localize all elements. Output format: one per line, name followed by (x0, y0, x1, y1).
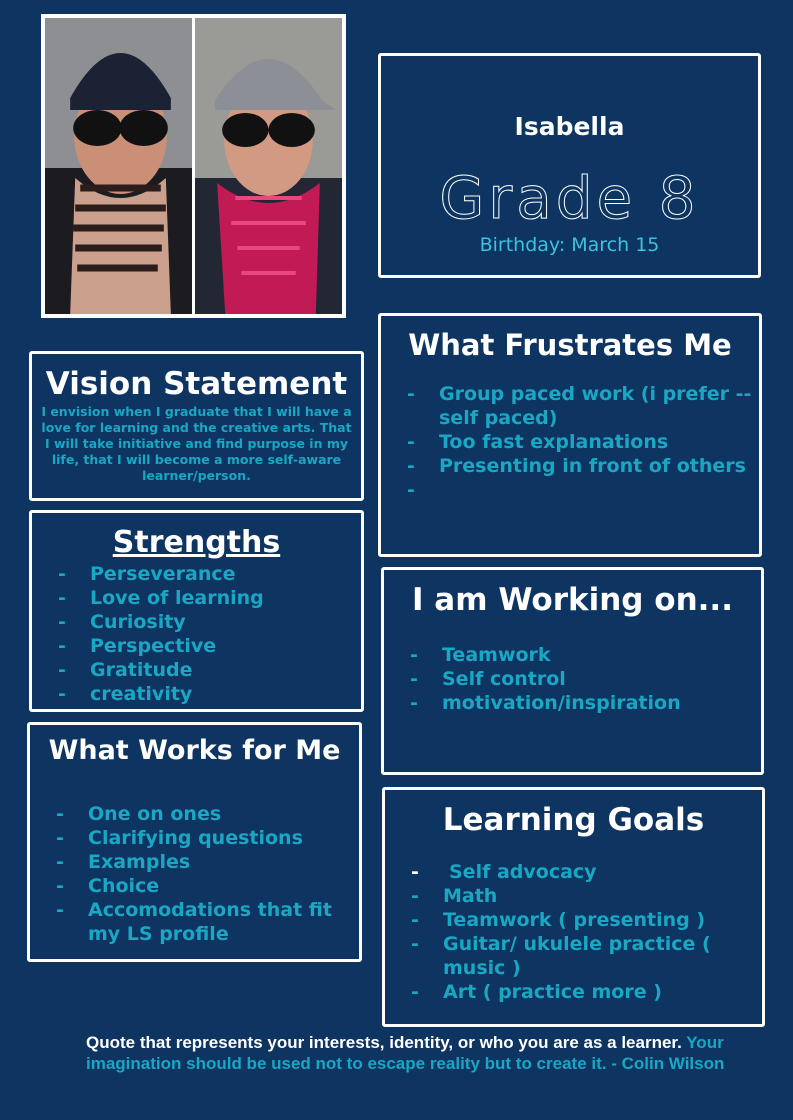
list-item: - Examples (56, 851, 191, 873)
quote-text: Your imagination should be used not to escape reality but to create it. - Colin Wilson (86, 1033, 725, 1073)
photo-left-portrait (45, 18, 192, 314)
grade-label: Grade 8 (439, 164, 700, 232)
vision-statement-card (29, 351, 364, 501)
list-item: - creativity (58, 683, 193, 705)
list-item: - One on ones (56, 803, 222, 825)
list-item: - Art ( practice more ) (411, 981, 662, 1003)
list-item: - Presenting in front of others (407, 455, 746, 477)
quote-block (86, 1032, 726, 1074)
list-item: - Love of learning (58, 587, 264, 609)
list-item: - Teamwork (410, 644, 551, 666)
profile-header-card (378, 53, 761, 278)
strengths-card (29, 510, 364, 712)
birthday-label: Birthday: March 15 (479, 234, 660, 256)
list-item: - Self advocacy (411, 861, 597, 883)
student-name: Isabella (514, 112, 625, 141)
list-item: - Curiosity (58, 611, 186, 633)
list-item: - Gratitude (58, 659, 193, 681)
vision-text: I envision when I graduate that I will have a love for learning and the creative arts. That I will take initiative and find purpose in my life, that I will become a more self-aware learner/person. (41, 404, 352, 483)
working-on-heading: I am Working on... (411, 582, 733, 618)
learning-goals-heading: Learning Goals (442, 802, 705, 838)
strengths-heading: Strengths (112, 525, 281, 560)
list-item: - Self control (410, 668, 566, 690)
working-on-card (381, 567, 764, 775)
strengths-list (32, 562, 361, 706)
list-item: - Too fast explanations (407, 431, 669, 453)
list-item: - Clarifying questions (56, 827, 303, 849)
list-item: - Guitar/ ukulele practice ( music ) (411, 933, 711, 979)
photo-right-portrait (195, 18, 342, 314)
list-item: - Perspective (58, 635, 217, 657)
quote-prompt: Quote that represents your interests, identity, or who you are as a learner. (86, 1033, 682, 1052)
list-item: - Teamwork ( presenting ) (411, 909, 706, 931)
list-item: - Choice (56, 875, 160, 897)
what-works-card (27, 722, 362, 962)
what-frustrates-heading: What Frustrates Me (408, 328, 732, 362)
list-item: - Perseverance (58, 563, 236, 585)
what-frustrates-card (378, 313, 762, 557)
list-item: - motivation/inspiration (410, 692, 681, 714)
student-photo (41, 14, 346, 318)
learning-goals-list (385, 860, 762, 1004)
what-frustrates-list: - Group paced work (i prefer -- self paced) - Too fast explanations - Presenting in front of others - (381, 382, 759, 478)
vision-heading: Vision Statement (45, 366, 348, 402)
list-item: - Math (411, 885, 498, 907)
what-works-heading: What Works for Me (48, 735, 341, 766)
learning-goals-card (382, 787, 765, 1027)
list-item: - Group paced work (i prefer -- self paced) (407, 383, 752, 429)
working-on-list (384, 643, 761, 715)
what-works-list (30, 802, 359, 946)
list-item: - Accomodations that fit my LS profile (56, 899, 332, 945)
